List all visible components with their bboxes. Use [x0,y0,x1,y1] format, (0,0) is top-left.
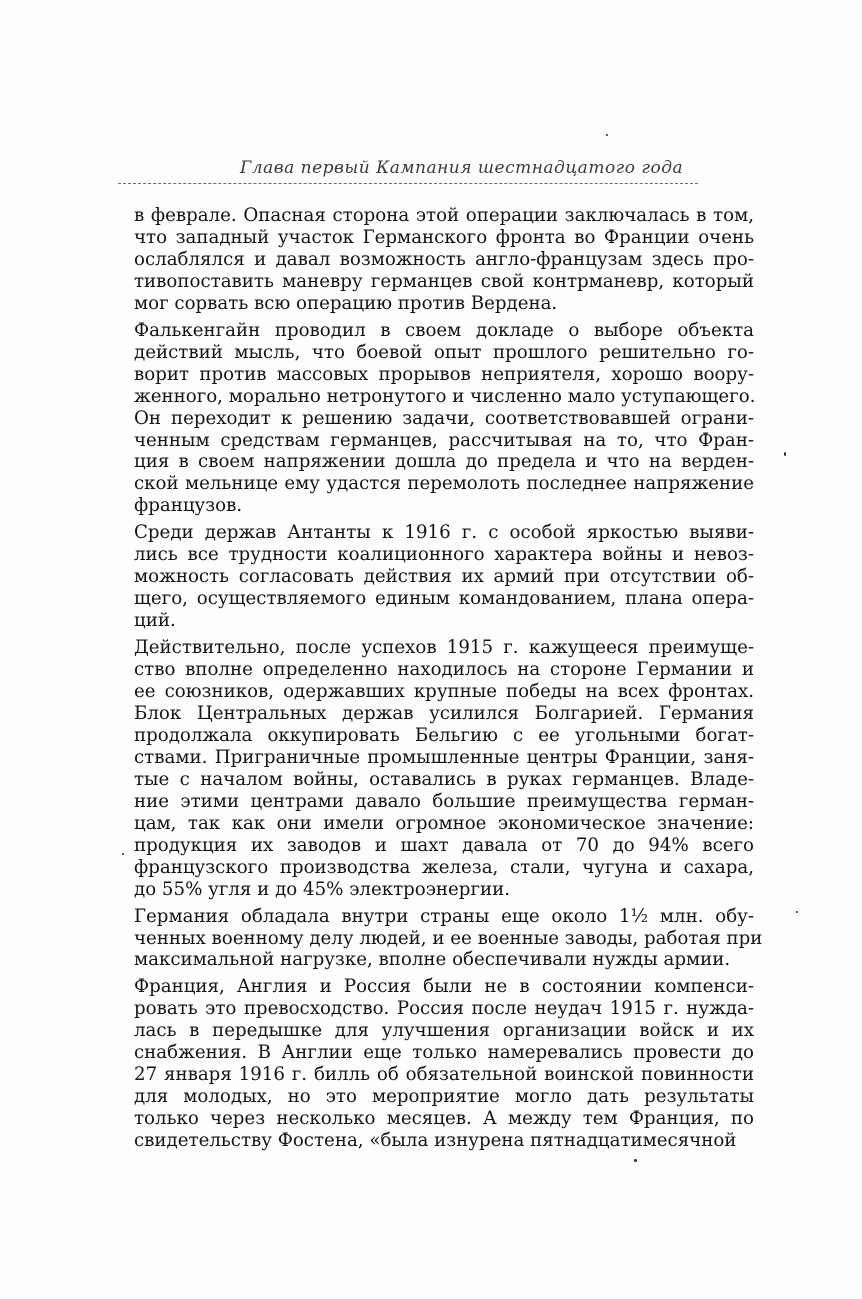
text-line: свидетельству Фостена, «была изнурена пятнадцатимесячной [134,1130,737,1152]
paragraph [134,905,763,972]
text-line: ворит против массовых прорывов неприятеля, хорошо воору- [134,363,754,385]
text-line: тивопоставить маневру германцев свой контрманевр, который [134,270,754,292]
paragraph [134,205,754,315]
text-line: можность согласовать действия их армий при отсутствии об- [134,566,754,588]
text-line: Действительно, после успехов 1915 г. кажущееся преимуще- [134,637,754,659]
text-line: французского производства железа, стали, чугуна и сахара, [134,856,754,878]
text-line: ствами. Приграничные промышленные центры Франции, заня- [134,746,754,768]
text-line: ство вполне определенно находилось на стороне Германии и [134,659,754,681]
text-line: лись все трудности коалиционного характера войны и невоз- [134,544,754,566]
header-rule [118,183,698,184]
text-line: ослаблялся и давал возможность англо-французам здесь про- [134,248,754,270]
text-line: ченным средствам германцев, рассчитывая на то, что Фран- [134,429,754,451]
text-line: Франция, Англия и Россия были не в состоянии компенси- [134,976,754,998]
scan-speck [606,134,608,136]
text-line: ций. [134,610,176,632]
text-line: ее союзников, одержавших крупные победы на всех фронтах. [134,681,754,703]
running-header-title: Глава первый Кампания шестнадцатого года [240,158,684,178]
text-line: 27 января 1916 г. билль об обязательной воинской повинности [134,1064,754,1086]
text-line: лась в передышке для улучшения организации войск и их [134,1020,754,1042]
text-line: снабжения. В Англии еще только намеревались провести до [134,1042,754,1064]
scan-speck [634,1159,637,1162]
text-line: цам, так как они имели огромное экономическое значение: [134,812,754,834]
text-line: только через несколько месяцев. А между тем Франция, по [134,1108,754,1130]
text-line: продолжала оккупировать Бельгию с ее угольными богат- [134,724,754,746]
text-line: Блок Центральных держав усилился Болгарией. Германия [134,702,754,724]
paragraph [134,637,754,900]
running-header [118,152,698,192]
scan-speck [784,452,786,456]
text-line: тые с началом войны, оставались в руках германцев. Владе- [134,768,754,790]
text-line: продукция их заводов и шахт давала от 70 до 94% всего [134,834,754,856]
text-line: ние этими центрами давало большие преимущества герман- [134,790,754,812]
text-line: ченных военному делу людей, и ее военные заводы, работая при [134,927,763,949]
text-line: ция в своем напряжении дошла до предела и что на верден- [134,451,754,473]
text-line: щего, осуществляемого единым командованием, плана опера- [134,588,754,610]
text-line: до 55% угля и до 45% электроэнергии. [134,878,511,900]
text-line: что западный участок Германского фронта во Франции очень [134,226,754,248]
text-line: в феврале. Опасная сторона этой операции заключалась в том, [134,205,754,226]
text-line: Фалькенгайн проводил в своем докладе о выборе объекта [134,319,754,341]
text-line: Он переходит к решению задачи, соответствовавшей ограни- [134,407,754,429]
text-line: французов. [134,495,243,517]
paragraph [134,320,754,518]
text-line: Среди держав Антанты к 1916 г. с особой яркостью выяви- [134,522,754,544]
paragraph [134,976,754,1152]
scan-speck [122,853,124,855]
text-line: действий мысль, что боевой опыт прошлого решительно го- [134,341,754,363]
text-line: мог сорвать всю операцию против Вердена. [134,292,558,314]
text-line: женного, морально нетронутого и численно мало уступающего. [134,385,756,407]
scan-speck [796,911,798,913]
paragraph [134,522,754,632]
text-line: для молодых, но это мероприятие могло дать результаты [134,1086,754,1108]
text-line: ской мельнице ему удастся перемолоть последнее напряжение [134,473,754,495]
text-line: ровать это превосходство. Россия после неудач 1915 г. нужда- [134,998,754,1020]
text-line: Германия обладала внутри страны еще около 1½ млн. обу- [134,905,754,927]
text-line: максимальной нагрузке, вполне обеспечивали нужды армии. [134,949,731,971]
body-text [134,205,763,1152]
